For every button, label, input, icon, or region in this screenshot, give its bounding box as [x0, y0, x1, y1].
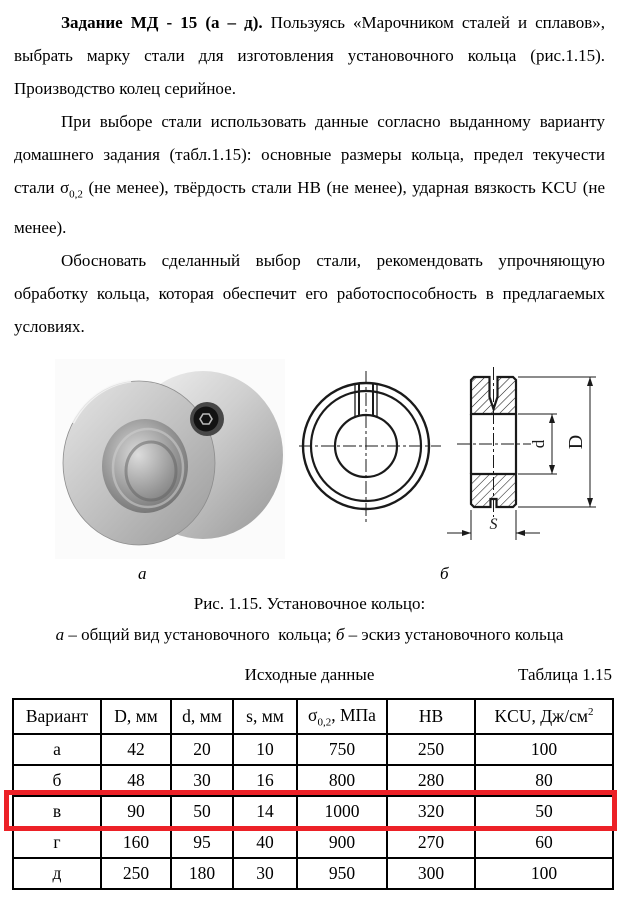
variant-cell: г: [13, 827, 101, 858]
task-text: [0, 0, 619, 343]
table-cell: 320: [387, 796, 475, 827]
sigma-subscript: 0,2: [69, 188, 83, 201]
table-cell: 95: [171, 827, 233, 858]
table-cell: 250: [387, 734, 475, 765]
figure-caption: Рис. 1.15. Установочное кольцо:: [193, 594, 426, 614]
column-header: KCU, $Дж/см^2$: [475, 699, 613, 734]
table-header-row: [13, 699, 613, 734]
set-screw: [194, 407, 219, 432]
task-intro: Пользуясь «Марочником сталей и сплавов», выбрать марку стали для изготовления установочного кольца (рис.1.15). Производство колец серийное.: [14, 13, 605, 98]
table-cell: 10: [233, 734, 297, 765]
table-cell: 900: [297, 827, 387, 858]
table-cell: 48: [101, 765, 171, 796]
variant-cell: б: [13, 765, 101, 796]
table-cell: 30: [233, 858, 297, 889]
table-cell: 90: [101, 796, 171, 827]
source-data-table: [12, 698, 614, 890]
table-row: [13, 796, 613, 827]
table-cell: 100: [475, 734, 613, 765]
table-row: [13, 734, 613, 765]
figure-label-b: б: [440, 564, 449, 584]
column-header: HB: [387, 699, 475, 734]
table-cell: 40: [233, 827, 297, 858]
table-cell: 16: [233, 765, 297, 796]
dim-label-D: D: [565, 435, 587, 450]
dim-label-s: S: [489, 516, 498, 534]
column-header: d, мм: [171, 699, 233, 734]
table-title: Исходные данные: [244, 665, 375, 685]
dimension-s: [447, 510, 540, 540]
table-cell: 950: [297, 858, 387, 889]
task-number: Задание МД - 15 (а – д).: [61, 13, 263, 32]
column-header: s, мм: [233, 699, 297, 734]
table-cell: 50: [171, 796, 233, 827]
figure-label-a: а: [138, 564, 147, 584]
table-number: Таблица 1.15: [518, 665, 612, 685]
section-view: [457, 367, 531, 517]
table-cell: 750: [297, 734, 387, 765]
table-cell: 180: [171, 858, 233, 889]
collar-photo: [55, 359, 285, 559]
table-row: [13, 765, 613, 796]
variant-cell: а: [13, 734, 101, 765]
column-header: $\sigma_{0,2}$, МПа: [297, 699, 387, 734]
dim-label-d: d: [529, 440, 548, 449]
table-cell: 1000: [297, 796, 387, 827]
table-row: [13, 827, 613, 858]
table-cell: 30: [171, 765, 233, 796]
table-cell: 100: [475, 858, 613, 889]
table-cell: 20: [171, 734, 233, 765]
table-cell: 50: [475, 796, 613, 827]
table-heading: [0, 665, 619, 689]
paragraph-task-title: [14, 6, 605, 105]
table-cell: 280: [387, 765, 475, 796]
front-view: [299, 371, 441, 523]
table-cell: 800: [297, 765, 387, 796]
column-header: D, мм: [101, 699, 171, 734]
table-cell: 80: [475, 765, 613, 796]
variant-cell: в: [13, 796, 101, 827]
figure-subcaption: а – общий вид установочного кольца; б – эскиз установочного кольца: [55, 625, 564, 645]
table-cell: 270: [387, 827, 475, 858]
column-header: Вариант: [13, 699, 101, 734]
collar-drawing: [299, 359, 615, 564]
paragraph-justify-choice: Обосновать сделанный выбор стали, рекомендовать упрочняющую обработку кольца, которая обеспечит его работоспособность в предлагаемых условиях.: [14, 251, 605, 337]
table-cell: 250: [101, 858, 171, 889]
table-row: [13, 858, 613, 889]
table-cell: 160: [101, 827, 171, 858]
table-cell: 14: [233, 796, 297, 827]
table-cell: 42: [101, 734, 171, 765]
table-wrap: [12, 698, 612, 890]
figure-1-15: [0, 359, 619, 564]
table-cell: 60: [475, 827, 613, 858]
figure-sublabels: [0, 564, 619, 588]
variant-cell: д: [13, 858, 101, 889]
table-cell: 300: [387, 858, 475, 889]
paragraph-conditions: При выборе стали использовать данные согласно выданному варианту домашнего задания (табл.1.15): основные размеры кольца, предел текучести стали $\sigma_{0,2}$ (не менее), твёрдость стали HB (не менее), ударная вязкость KCU (не менее).: [14, 112, 605, 238]
